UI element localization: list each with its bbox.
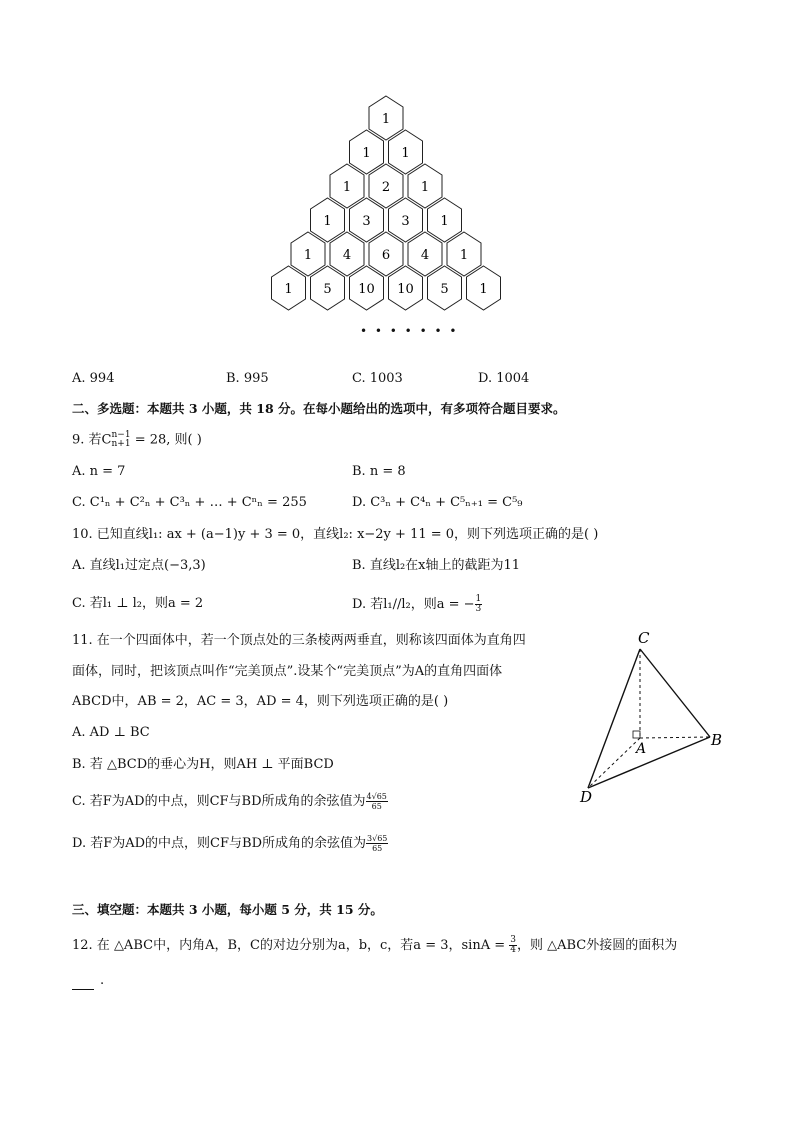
edge-ab xyxy=(640,737,710,738)
hex-value-r1-c1: 1 xyxy=(401,146,410,161)
pascal-hexagon-triangle xyxy=(270,92,530,322)
edge-db xyxy=(588,737,710,788)
q10-option-d[interactable] xyxy=(352,595,482,614)
q10-option-b[interactable]: B. 直线l₂在x轴上的截距为11 xyxy=(352,558,521,573)
q9-stem-tail: = 28, 则( ) xyxy=(130,432,202,448)
q10-d-frac-num: 1 xyxy=(475,594,482,604)
hex-value-r3-c2: 3 xyxy=(401,214,410,229)
q10-option-d-text: D. 若l₁//l₂，则a = − xyxy=(352,597,475,612)
q11-option-c[interactable] xyxy=(72,792,388,811)
q11-option-d[interactable] xyxy=(72,834,388,853)
q11-option-d-text: D. 若F为AD的中点，则CF与BD所成角的余弦值为 xyxy=(72,836,366,851)
hex-value-r4-c4: 1 xyxy=(459,248,469,263)
hex-value-r2-c1: 2 xyxy=(381,180,391,195)
q9-option-c[interactable]: C. C¹ₙ + C²ₙ + C³ₙ + … + Cⁿₙ = 255 xyxy=(72,495,307,510)
hex-value-r1-c0: 1 xyxy=(362,146,371,161)
q11-option-a[interactable]: A. AD ⊥ BC xyxy=(72,725,150,740)
q12-stem-b: ，则 △ABC外接圆的面积为 xyxy=(516,938,678,953)
hex-value-r5-c3: 10 xyxy=(397,282,414,297)
q9-sup: n−1 xyxy=(111,430,131,440)
q12-stem-a: 12. 在 △ABC中，内角A，B，C的对边分别为a，b，c，若a = 3，sinA = xyxy=(72,938,510,953)
q9-stem-text: 9. 若C xyxy=(72,432,112,448)
tetrahedron-figure xyxy=(570,625,740,810)
hex-value-r3-c1: 3 xyxy=(362,214,371,229)
label-b: B xyxy=(711,731,723,749)
q11-option-c-text: C. 若F为AD的中点，则CF与BD所成角的余弦值为 xyxy=(72,794,366,809)
hex-value-r4-c3: 4 xyxy=(420,248,430,263)
q8-option-c[interactable]: C. 1003 xyxy=(352,371,403,386)
q12-answer-line[interactable] xyxy=(72,972,104,990)
hex-value-r2-c2: 1 xyxy=(420,180,430,195)
edge-cb xyxy=(640,649,710,737)
hex-value-r5-c4: 5 xyxy=(440,282,449,297)
q12-frac-num: 3 xyxy=(510,935,516,945)
hex-value-r5-c5: 1 xyxy=(479,282,488,297)
continuation-dots: • • • • • • • xyxy=(360,324,459,338)
q11-c-den: 65 xyxy=(371,802,382,811)
q11-option-b[interactable]: B. 若 △BCD的垂心为H，则AH ⊥ 平面BCD xyxy=(72,757,334,772)
q9-stem xyxy=(72,431,202,450)
q12-tail: . xyxy=(100,973,105,988)
label-d: D xyxy=(580,788,593,806)
q11-line1: 11. 在一个四面体中，若一个顶点处的三条棱两两垂直，则称该四面体为直角四 xyxy=(72,633,526,648)
right-angle-mark xyxy=(633,731,640,738)
label-c: C xyxy=(638,629,650,647)
q10-d-frac-den: 3 xyxy=(475,604,482,614)
q11-d-den: 65 xyxy=(372,844,383,853)
hex-value-r3-c0: 1 xyxy=(323,214,332,229)
q11-line3: ABCD中，AB = 2，AC = 3，AD = 4，则下列选项正确的是( ) xyxy=(72,694,449,709)
q10-stem: 10. 已知直线l₁: ax + (a−1)y + 3 = 0，直线l₂: x−2y + 11 = 0，则下列选项正确的是( ) xyxy=(72,527,599,542)
section3-header: 三、填空题：本题共 3 小题，每小题 5 分，共 15 分。 xyxy=(72,902,383,917)
label-a: A xyxy=(636,741,647,757)
hex-value-r4-c2: 6 xyxy=(381,248,391,263)
q11-d-num: 3√65 xyxy=(367,834,388,843)
hex-value-r5-c2: 10 xyxy=(358,282,375,297)
q9-option-a[interactable]: A. n = 7 xyxy=(72,464,126,479)
hex-value-r5-c0: 1 xyxy=(284,282,293,297)
hex-value-r3-c3: 1 xyxy=(440,214,449,229)
q9-sub: n+1 xyxy=(111,439,131,449)
hex-value-r4-c1: 4 xyxy=(342,248,352,263)
q12-answer-blank[interactable] xyxy=(72,989,94,990)
hex-value-r2-c0: 1 xyxy=(342,180,352,195)
q12-stem xyxy=(72,936,677,955)
section2-header: 二、多选题：本题共 3 小题，共 18 分。在每小题给出的选项中，有多项符合题目要求。 xyxy=(72,401,566,416)
q8-option-d[interactable]: D. 1004 xyxy=(478,371,530,386)
q9-option-b[interactable]: B. n = 8 xyxy=(352,464,406,479)
q10-option-a[interactable]: A. 直线l₁过定点(−3,3) xyxy=(72,558,206,573)
hex-value-r5-c1: 5 xyxy=(323,282,332,297)
edge-ad xyxy=(588,738,640,788)
q8-option-a[interactable]: A. 994 xyxy=(72,371,115,386)
q10-option-c[interactable]: C. 若l₁ ⊥ l₂，则a = 2 xyxy=(72,596,204,611)
hex-value-r4-c0: 1 xyxy=(303,248,313,263)
hex-value-r0-c0: 1 xyxy=(381,112,391,127)
q8-option-b[interactable]: B. 995 xyxy=(226,371,269,386)
edge-cd xyxy=(588,649,640,788)
q9-option-d[interactable]: D. C³ₙ + C⁴ₙ + C⁵ₙ₊₁ = C⁵₉ xyxy=(352,495,523,510)
q11-c-num: 4√65 xyxy=(366,792,387,801)
q12-frac-den: 4 xyxy=(510,945,516,955)
q11-line2: 面体，同时，把该顶点叫作“完美顶点”.设某个“完美顶点”为A的直角四面体 xyxy=(72,664,503,679)
